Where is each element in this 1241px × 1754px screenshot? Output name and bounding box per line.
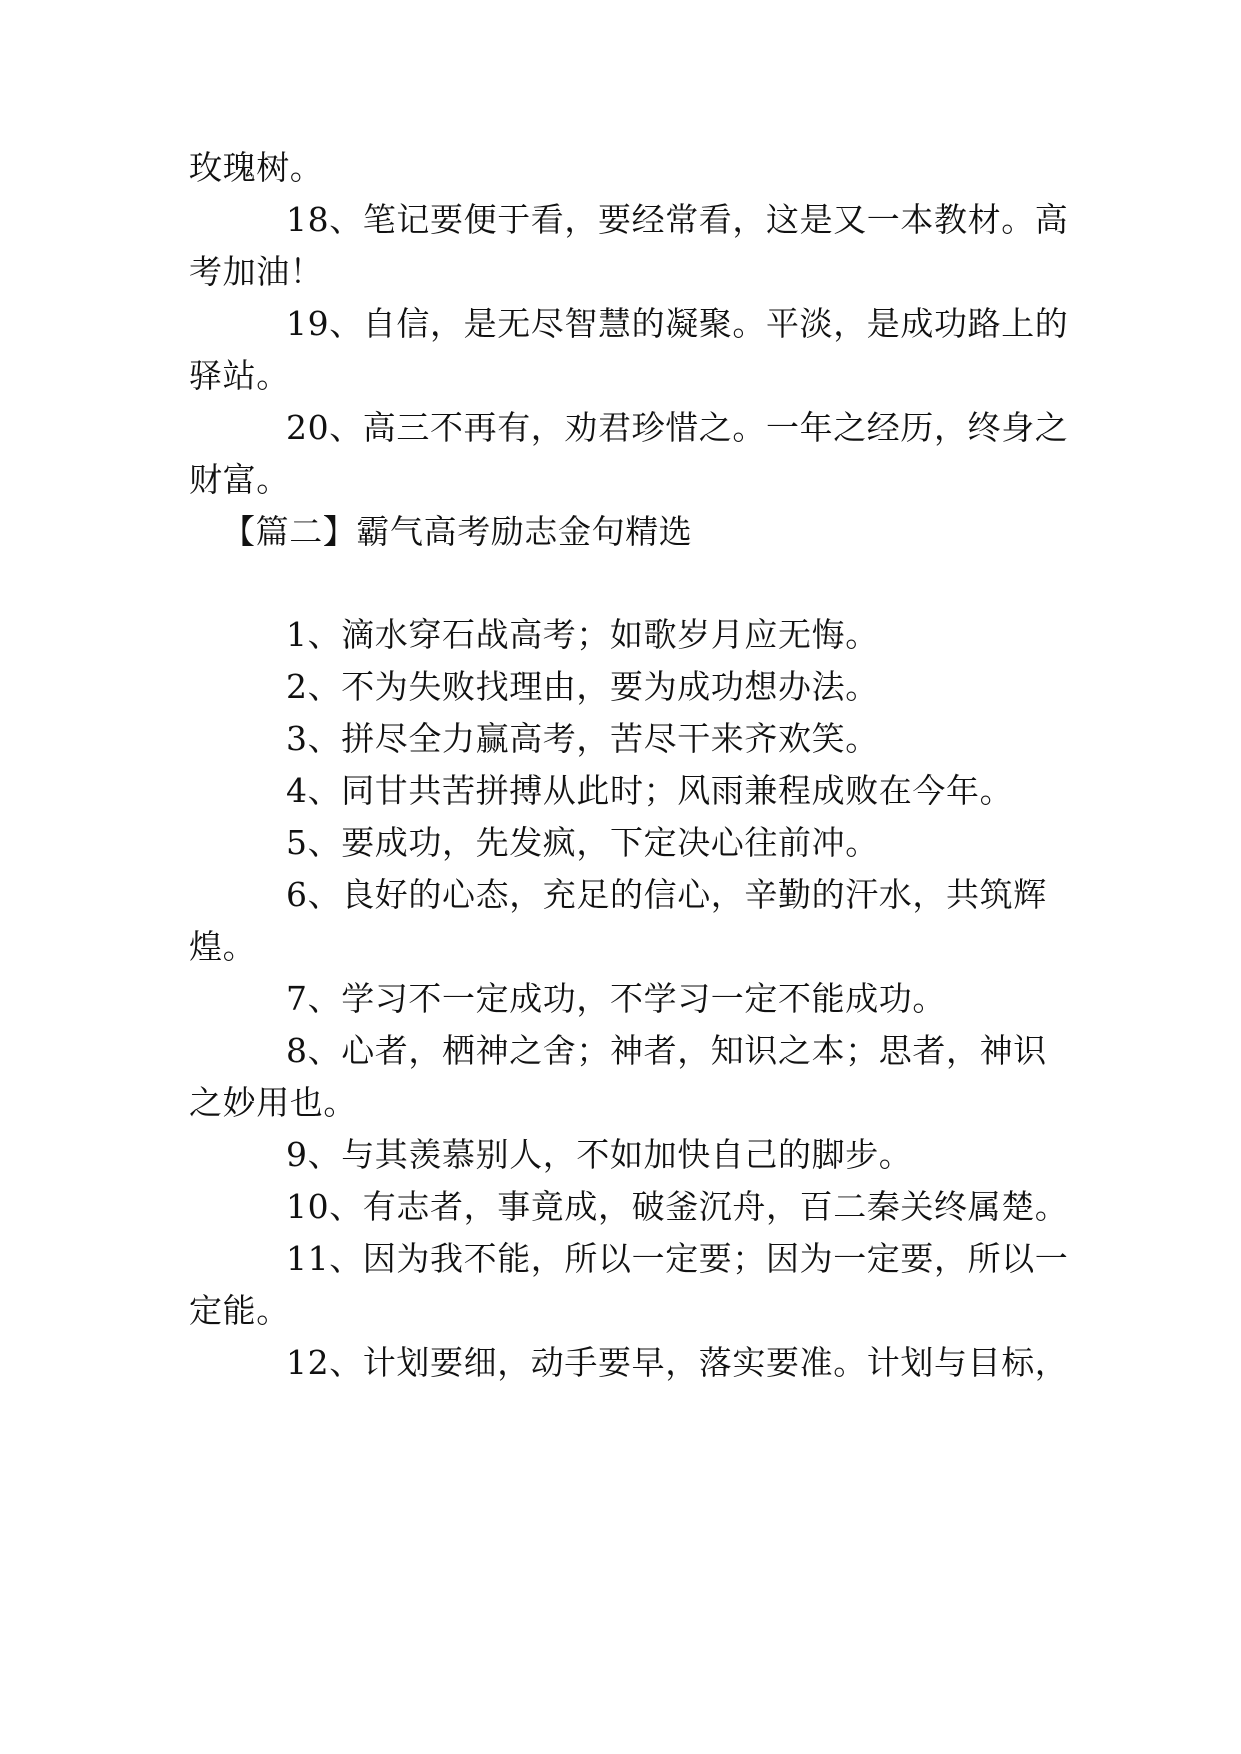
text-line: 5、要成功，先发疯，下定决心往前冲。 <box>286 823 879 862</box>
text-line: 驿站。 <box>189 356 290 395</box>
text-line: 19、自信，是无尽智慧的凝聚。平淡，是成功路上的 <box>286 304 1069 343</box>
section-heading: 【篇二】霸气高考励志金句精选 <box>222 512 693 551</box>
text-line: 之妙用也。 <box>189 1083 357 1122</box>
text-line: 4、同甘共苦拼搏从此时；风雨兼程成败在今年。 <box>286 771 1014 810</box>
text-line: 7、学习不一定成功，不学习一定不能成功。 <box>286 979 946 1018</box>
text-line: 财富。 <box>189 460 290 499</box>
text-line: 煌。 <box>189 927 257 966</box>
text-line: 3、拼尽全力赢高考，苦尽干来齐欢笑。 <box>286 719 879 758</box>
text-line: 6、良好的心态，充足的信心，辛勤的汗水，共筑辉 <box>286 875 1047 914</box>
text-line: 10、有志者，事竟成，破釜沉舟，百二秦关终属楚。 <box>286 1187 1069 1226</box>
text-line: 11、因为我不能，所以一定要；因为一定要，所以一 <box>286 1239 1069 1278</box>
text-line: 9、与其羡慕别人，不如加快自己的脚步。 <box>286 1135 913 1174</box>
text-line: 12、计划要细，动手要早，落实要准。计划与目标， <box>286 1343 1069 1382</box>
text-line: 玫瑰树。 <box>189 148 324 187</box>
text-line: 20、高三不再有，劝君珍惜之。一年之经历，终身之 <box>286 408 1069 447</box>
text-line: 18、笔记要便于看，要经常看，这是又一本教材。高 <box>286 200 1069 239</box>
text-line: 2、不为失败找理由，要为成功想办法。 <box>286 667 879 706</box>
text-line: 定能。 <box>189 1291 290 1330</box>
text-line: 1、滴水穿石战高考；如歌岁月应无悔。 <box>286 615 879 654</box>
text-line: 8、心者，栖神之舍；神者，知识之本；思者，神识 <box>286 1031 1047 1070</box>
text-line: 考加油！ <box>189 252 324 291</box>
